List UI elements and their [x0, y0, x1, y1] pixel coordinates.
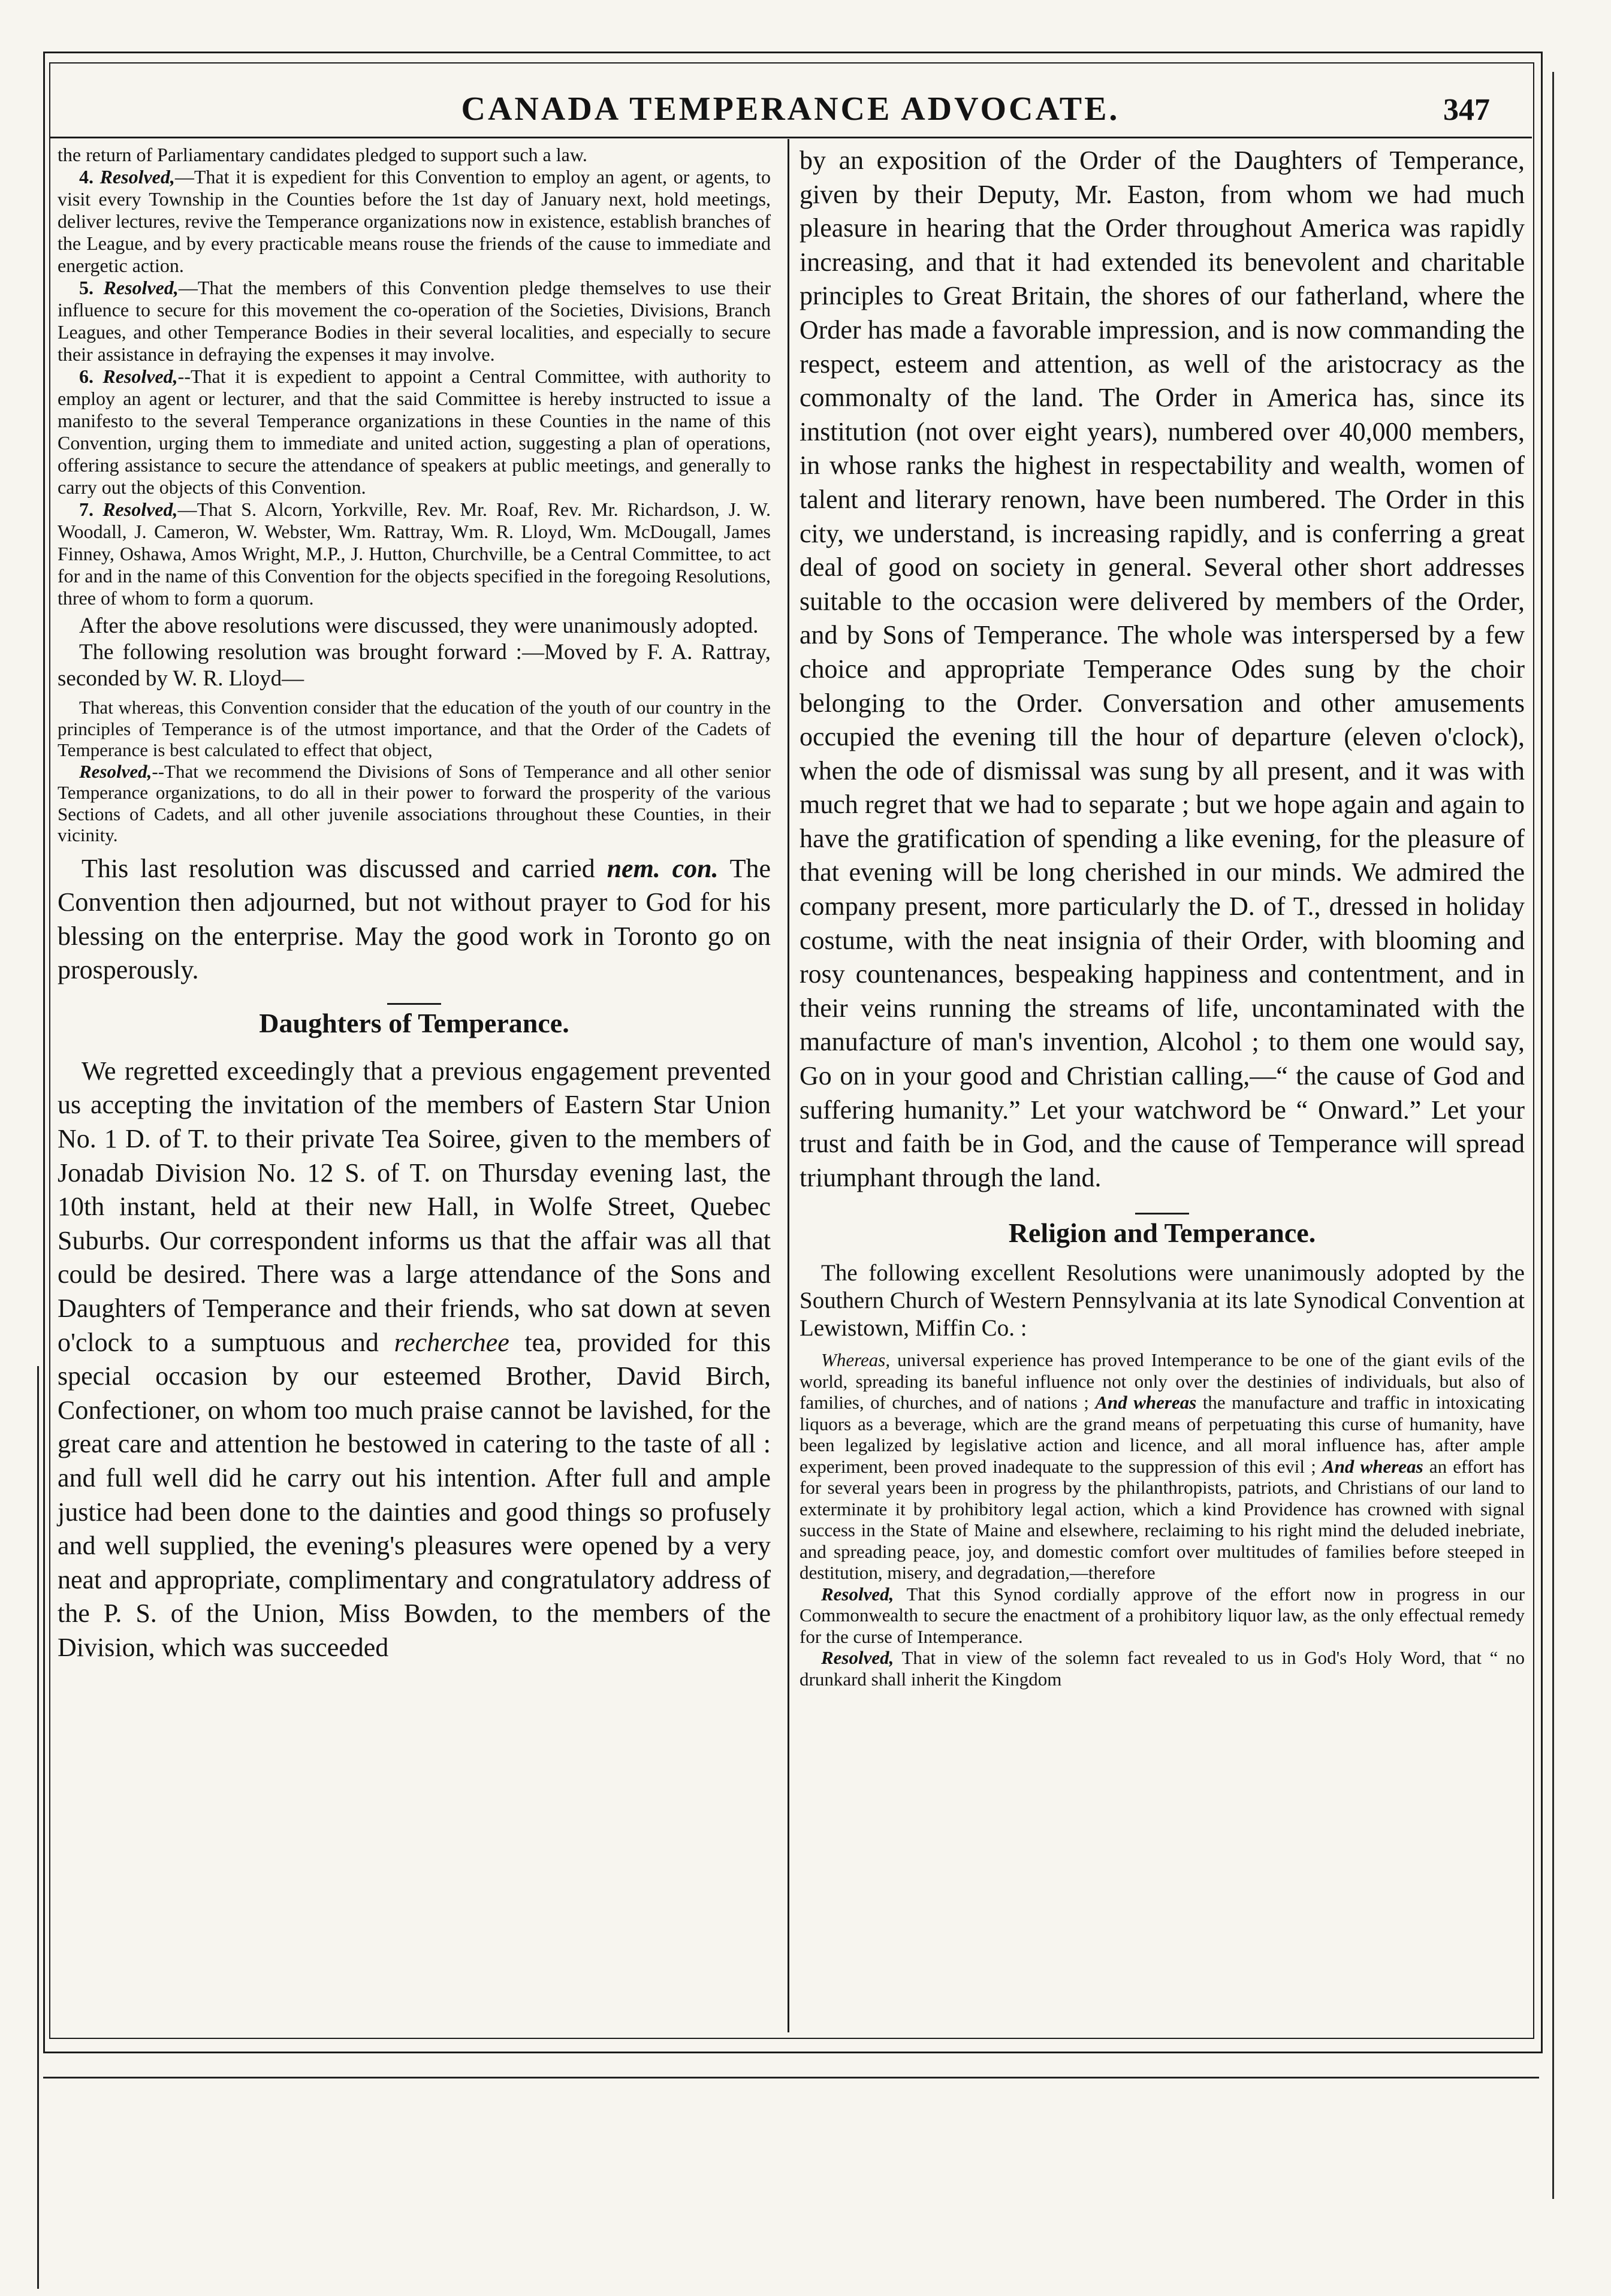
continuation-paragraph: by an exposition of the Order of the Daughters of Temperance, given by their Deputy, Mr. Easton, from whom we had much pleasure in hearing that the Order throughout America was rapidly increasing, and that it had extended its benevolent and charitable principles to Great Britain, the shores of our fatherland, where the Order has made a favorable impression, and is now commanding the respect, esteem and attention, as well of the aristocracy as the commonalty of the land. The Order in America has, since its institution (not over eight years), numbered over 40,000 members, in whose ranks the highest in respectability and wealth, women of talent and literary renown, have been numbered. The Order in this city, we understand, is increasing rapidly, and is conferring a great deal of good on society in general. Several other short addresses suitable to the occasion were delivered by members of the Order, and by Sons of Temperance. The whole was interspersed by a few choice and appropriate Temperance Odes sung by the choir belonging to the Order. Conversation and other amusements occupied the evening till the hour of departure (eleven o'clock), when the ode of dismissal was sung by all present, and it was with much regret that we had to separate ; but we hope again and again to have the gratification of spending a like evening, for the pleasure of that evening will be long cherished in our minds. We admired the company present, more particularly the D. of T., dressed in holiday costume, with the neat insignia of their Order, with blooming and rosy countenances, bespeaking happiness and contentment, and in their veins running the streams of life, uncontaminated with the manufacture of man's invention, Alcohol ; to them one would say, Go on in your good and Christian calling,—“ the cause of God and suffering humanity.” Let your watchword be “ Onward.” Let your trust and faith be in God, and the cause of Temperance will spread triumphant through the land. [800, 146, 1525, 1192]
running-title: CANADA TEMPERANCE ADVOCATE. [461, 90, 1120, 128]
left-column [58, 144, 771, 1665]
section-rule [387, 1003, 441, 1005]
and-whereas-label: And whereas [1322, 1455, 1423, 1477]
resolved-cadets-paragraph [58, 761, 771, 846]
paragraph-following-resolution: The following resolution was brought forward :—Moved by F. A. Rattray, seconded by W. R. Lloyd— [58, 640, 771, 691]
resolution-7 [58, 499, 771, 609]
continuation-paragraph: the return of Parliamentary candidates pledged to support such a law. [58, 144, 587, 165]
heading-daughters-of-temperance: Daughters of Temperance. [259, 1007, 569, 1038]
column-rule [788, 139, 789, 2032]
page-edge-line [1552, 72, 1554, 2199]
resolved-label: Resolved, [79, 760, 152, 782]
paragraph-after-resolutions: After the above resolutions were discussed, they were unanimously adopted. [79, 614, 759, 638]
page-number: 347 [1443, 93, 1490, 127]
daughters-text-a: We regretted exceedingly that a previous engagement prevented us accepting the invitation of the members of Eastern Star Union No. 1 D. of T. to their private Tea Soiree, given to the members of Jonadab Division No. 12 S. of T. on Thursday evening last, the 10th instant, held at their new Hall, in Wolfe Street, Quebec Suburbs. Our correspondent informs us that the affair was all that could be desired. There was a large attendance of the Sons and Daughters of Temperance and their friends, who sat down at seven o'clock to a sumptuous and [58, 1056, 771, 1357]
resolution-number: 4. [79, 166, 93, 188]
resolved-label: Resolved, [103, 277, 179, 298]
resolved-label: Resolved, [99, 166, 175, 188]
resolution-text: That this Synod cordially approve of the effort now in progress in our Commonwealth to secure the enactment of a prohibitory liquor law, as the only effectual remedy for the curse of Intemperance. [800, 1583, 1525, 1647]
resolution-text: --That it is expedient to appoint a Central Committee, with authority to employ an agent or lecturer, and that the said Committee is hereby instructed to issue a manifesto to the several Temperance organizations in these Counties in the name of this Convention, urging them to immediate and united action, suggesting a plan of operations, offering assistance to secure the attendance of speakers at public meetings, and generally to carry out the objects of this Convention. [58, 365, 771, 498]
resolution-4 [58, 166, 771, 277]
whereas-paragraph [800, 1349, 1525, 1584]
resolved-label: Resolved, [821, 1647, 894, 1669]
and-whereas-label: And whereas [1095, 1392, 1197, 1413]
whereas-text-a: universal experience has proved Intemperance to be one of the giant evils of the world, spreading its baneful influence not only over the destinies of individuals, but also of families, of churches, and of nations ; [800, 1349, 1525, 1413]
nem-con: nem. con. [607, 853, 719, 883]
closing-text-b: The Convention then adjourned, but not without prayer to God for his blessing on the enterprise. May the good work in Toronto go on prosperously. [58, 853, 771, 985]
resolution-text: —That it is expedient for this Convention to employ an agent, or agents, to visit every Township in the Counties before the 1st day of January next, hold meetings, deliver lectures, revive the Temperance organizations now in existence, establish branches of the League, and by every practicable means rouse the friends of the cause to immediate and energetic action. [58, 166, 771, 276]
whereas-paragraph: That whereas, this Convention consider that the education of the youth of our country in the principles of Temperance is of the utmost importance, and that the Order of the Cadets of Temperance is best calculated to effect that object, [58, 697, 771, 760]
closing-paragraph [58, 852, 771, 987]
whereas-label: Whereas, [821, 1349, 891, 1371]
resolution-6 [58, 365, 771, 499]
resolution-number: 5. [79, 277, 93, 298]
intro-paragraph: The following excellent Resolutions were unanimously adopted by the Southern Church of Western Pennsylvania at its late Synodical Convention at Lewistown, Miffin Co. : [800, 1260, 1525, 1342]
page-border-bottom [43, 2077, 1539, 2079]
right-column [800, 144, 1525, 1690]
daughters-text-b: tea, provided for this special occasion by our esteemed Brother, David Birch, Confectioner, on whom too much praise cannot be lavished, for the great care and attention he bestowed in catering to the taste of all : and full well did he carry out his intention. After full and ample justice had been done to the dainties and good things so profusely and well supplied, the evening's pleasures were opened by a very neat and appropriate, complimentary and congratulatory address of the P. S. of the Union, Miss Bowden, to the members of the Division, which was succeeded [58, 1327, 771, 1662]
recherchee: recherchee [394, 1327, 509, 1357]
resolved-paragraph-2 [800, 1647, 1525, 1690]
daughters-paragraph [58, 1055, 771, 1665]
resolution-number: 6. [79, 365, 93, 387]
whereas-text-b: the manufacture and traffic in intoxicating liquors as a beverage, which are the grand means of perpetuating this curse of humanity, have been legalized by legislative action and licence, and all moral influence has, after ample experiment, been proved inadequate to the suppression of this evil ; [800, 1392, 1525, 1477]
resolution-text: That in view of the solemn fact revealed to us in God's Holy Word, that “ no drunkard shall inherit the Kingdom [800, 1647, 1525, 1690]
resolution-text: —That S. Alcorn, Yorkville, Rev. Mr. Roaf, Rev. Mr. Richardson, J. W. Woodall, J. Cameron, W. Webster, Wm. Rattray, Wm. R. Lloyd, Wm. McDougall, James Finney, Oshawa, Amos Wright, M.P., J. Hutton, Churchville, be a Central Committee, to act for and in the name of this Convention for the objects specified in the foregoing Resolutions, three of whom to form a quorum. [58, 499, 771, 609]
resolution-text: --That we recommend the Divisions of Sons of Temperance and all other senior Temperance organizations, to do all in their power to forward the prosperity of the various Sections of Cadets, and all other juvenile associations throughout these Counties, in their vicinity. [58, 760, 771, 845]
resolved-label: Resolved, [102, 499, 178, 520]
resolution-text: —That the members of this Convention pledge themselves to use their influence to secure for this movement the co-operation of the Societies, Divisions, Branch Leagues, and other Temperance Bodies in their several localities, and especially to secure their assistance in defraying the expenses it may involve. [58, 277, 771, 365]
resolved-label: Resolved, [821, 1583, 894, 1605]
heading-religion-and-temperance: Religion and Temperance. [1008, 1218, 1316, 1249]
whereas-text-c: an effort has for several years been in progress by the philanthropists, patriots, and Christians of our land to exterminate it by prohibitory legal action, which a kind Providence has crowned with signal success in the State of Maine and elsewhere, reclaiming to his right mind the deluded inebriate, and spreading peace, joy, and domestic comfort over multitudes of families before steeped in destitution, misery, and degradation,—therefore [800, 1455, 1525, 1584]
resolved-paragraph-1 [800, 1584, 1525, 1648]
resolution-number: 7. [79, 499, 93, 520]
page-header [49, 90, 1532, 144]
resolved-label: Resolved, [102, 365, 178, 387]
resolution-5 [58, 277, 771, 365]
header-rule [49, 137, 1532, 138]
closing-text-a: This last resolution was discussed and carried [82, 853, 607, 883]
section-rule [1135, 1213, 1189, 1215]
gutter-line [37, 1366, 39, 2289]
